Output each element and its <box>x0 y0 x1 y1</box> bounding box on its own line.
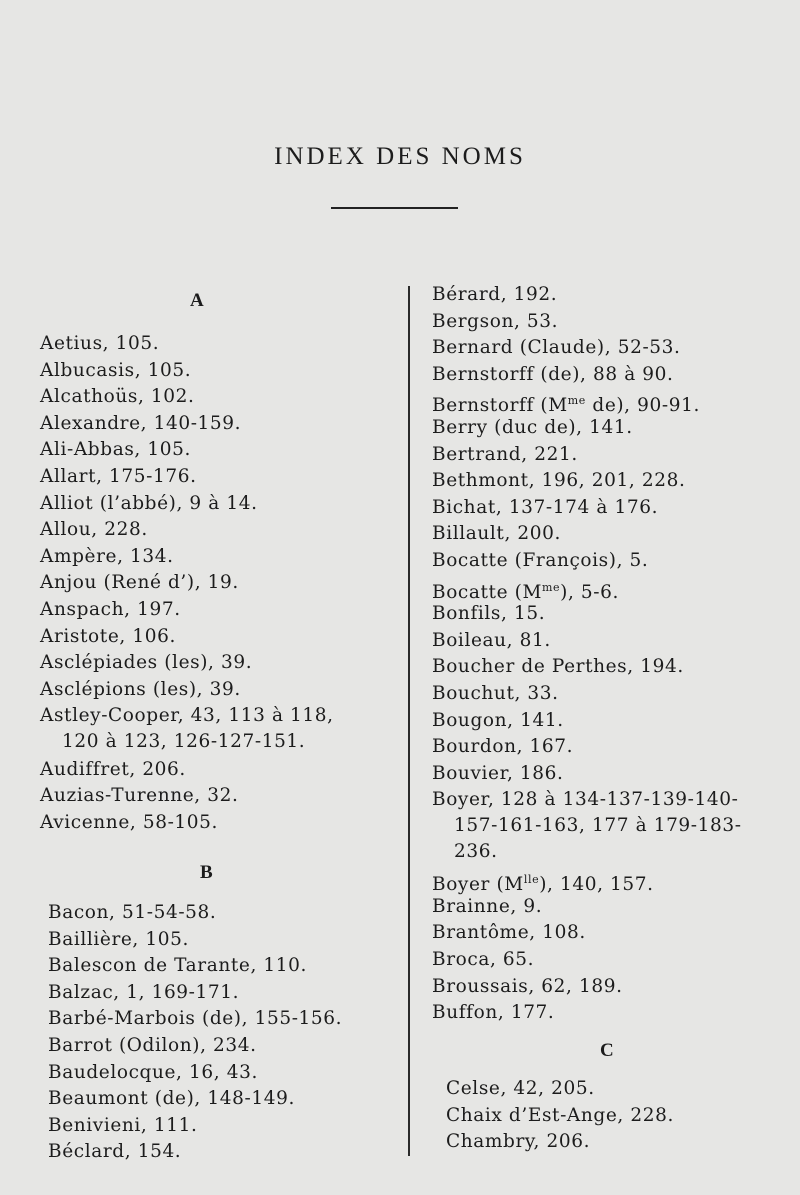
index-entry: Boyer $(M^{lle})$, 140, 157. <box>432 873 654 896</box>
index-entry: Chambry, 206. <box>446 1131 591 1153</box>
index-entry: Allart, 175-176. <box>40 466 197 487</box>
index-entry: Boileau, 81. <box>432 629 551 651</box>
index-entry: Bougon, 141. <box>432 709 564 731</box>
index-entry: Barrot (Odilon), 234. <box>48 1035 257 1056</box>
index-entry: Allou, 228. <box>40 519 148 541</box>
index-entry: Bocatte (François), 5. <box>432 550 649 571</box>
index-entry: Ampère, 134. <box>40 545 174 567</box>
index-entry: Alcathoüs, 102. <box>40 386 195 408</box>
index-entry: Anspach, 197. <box>40 599 181 620</box>
title-rule <box>331 207 458 209</box>
index-entry: Brantôme, 108. <box>432 922 586 944</box>
index-entry: Bernard (Claude), 52-53. <box>432 337 681 359</box>
index-entry: Bergson, 53. <box>432 310 559 332</box>
index-entry: Asclépions (les), 39. <box>40 678 241 700</box>
index-entry: Benivieni, 111. <box>48 1114 198 1136</box>
index-entry: Barbé-Marbois (de), 155-156. <box>48 1008 343 1030</box>
index-entry: Bernstorff ($M^{me}$ de), 90-91. <box>432 394 700 417</box>
index-entry-line: 157-161-163, 177 à 179-183- <box>454 815 742 837</box>
index-entry: Audiffret, 206. <box>40 758 186 780</box>
index-entry: Celse, 42, 205. <box>446 1078 595 1099</box>
index-entry: Bocatte $(M^{me})$, 5-6. <box>432 580 619 603</box>
index-entry: Alliot (l’abbé), 9 à 14. <box>40 492 258 514</box>
index-entry: Baudelocque, 16, 43. <box>48 1061 258 1083</box>
index-entry: Bérard, 192. <box>432 284 558 305</box>
index-entry: Billault, 200. <box>432 523 561 545</box>
index-entry: Bourdon, 167. <box>432 736 574 758</box>
index-entry-line: 236. <box>454 841 498 863</box>
index-entry: Auzias-Turenne, 32. <box>40 785 239 807</box>
index-entry: Brainne, 9. <box>432 895 543 917</box>
section-letter-a: A <box>190 290 204 311</box>
index-entry: Avicenne, 58-105. <box>40 811 219 833</box>
index-entry: Broussais, 62, 189. <box>432 975 623 997</box>
index-entry: Aristote, 106. <box>40 625 176 647</box>
index-entry: Beaumont (de), 148-149. <box>48 1088 295 1110</box>
index-entry: Baillière, 105. <box>48 928 189 950</box>
section-letter-c: C <box>600 1040 614 1061</box>
index-entry <box>432 787 742 865</box>
index-entry <box>40 703 334 755</box>
index-entry: Asclépiades (les), 39. <box>40 652 253 674</box>
index-entry: Anjou (René d’), 19. <box>40 572 239 594</box>
index-entry: Balzac, 1, 169-171. <box>48 981 240 1003</box>
index-entry-line: Astley-Cooper, 43, 113 à 118, <box>40 705 334 727</box>
page-title: INDEX DES NOMS <box>274 143 526 170</box>
index-entry-line: Boyer, 128 à 134-137-139-140- <box>432 789 739 811</box>
index-entry: Boucher de Perthes, 194. <box>432 656 684 678</box>
index-entry: Aetius, 105. <box>40 333 160 354</box>
index-entry-line: 120 à 123, 126-127-151. <box>62 731 306 753</box>
index-entry: Bouvier, 186. <box>432 762 564 784</box>
index-entry: Béclard, 154. <box>48 1141 182 1163</box>
index-entry: Buffon, 177. <box>432 1002 555 1024</box>
index-entry: Bichat, 137-174 à 176. <box>432 496 659 518</box>
index-entry: Bacon, 51-54-58. <box>48 902 217 923</box>
index-entry: Bouchut, 33. <box>432 683 559 704</box>
index-entry: Berry (duc de), 141. <box>432 417 633 438</box>
index-entry: Bernstorff (de), 88 à 90. <box>432 363 674 385</box>
index-entry: Balescon de Tarante, 110. <box>48 955 308 977</box>
index-entry: Broca, 65. <box>432 949 535 970</box>
index-entry: Albucasis, 105. <box>40 359 192 381</box>
index-entry: Chaix d’Est-Ange, 228. <box>446 1104 674 1126</box>
column-divider <box>408 286 410 1156</box>
index-entry: Alexandre, 140-159. <box>40 412 242 434</box>
index-entry: Bonfils, 15. <box>432 603 546 625</box>
index-entry: Bertrand, 221. <box>432 443 578 465</box>
index-entry: Ali-Abbas, 105. <box>40 439 191 461</box>
section-letter-b: B <box>200 862 213 883</box>
index-entry: Bethmont, 196, 201, 228. <box>432 470 686 492</box>
